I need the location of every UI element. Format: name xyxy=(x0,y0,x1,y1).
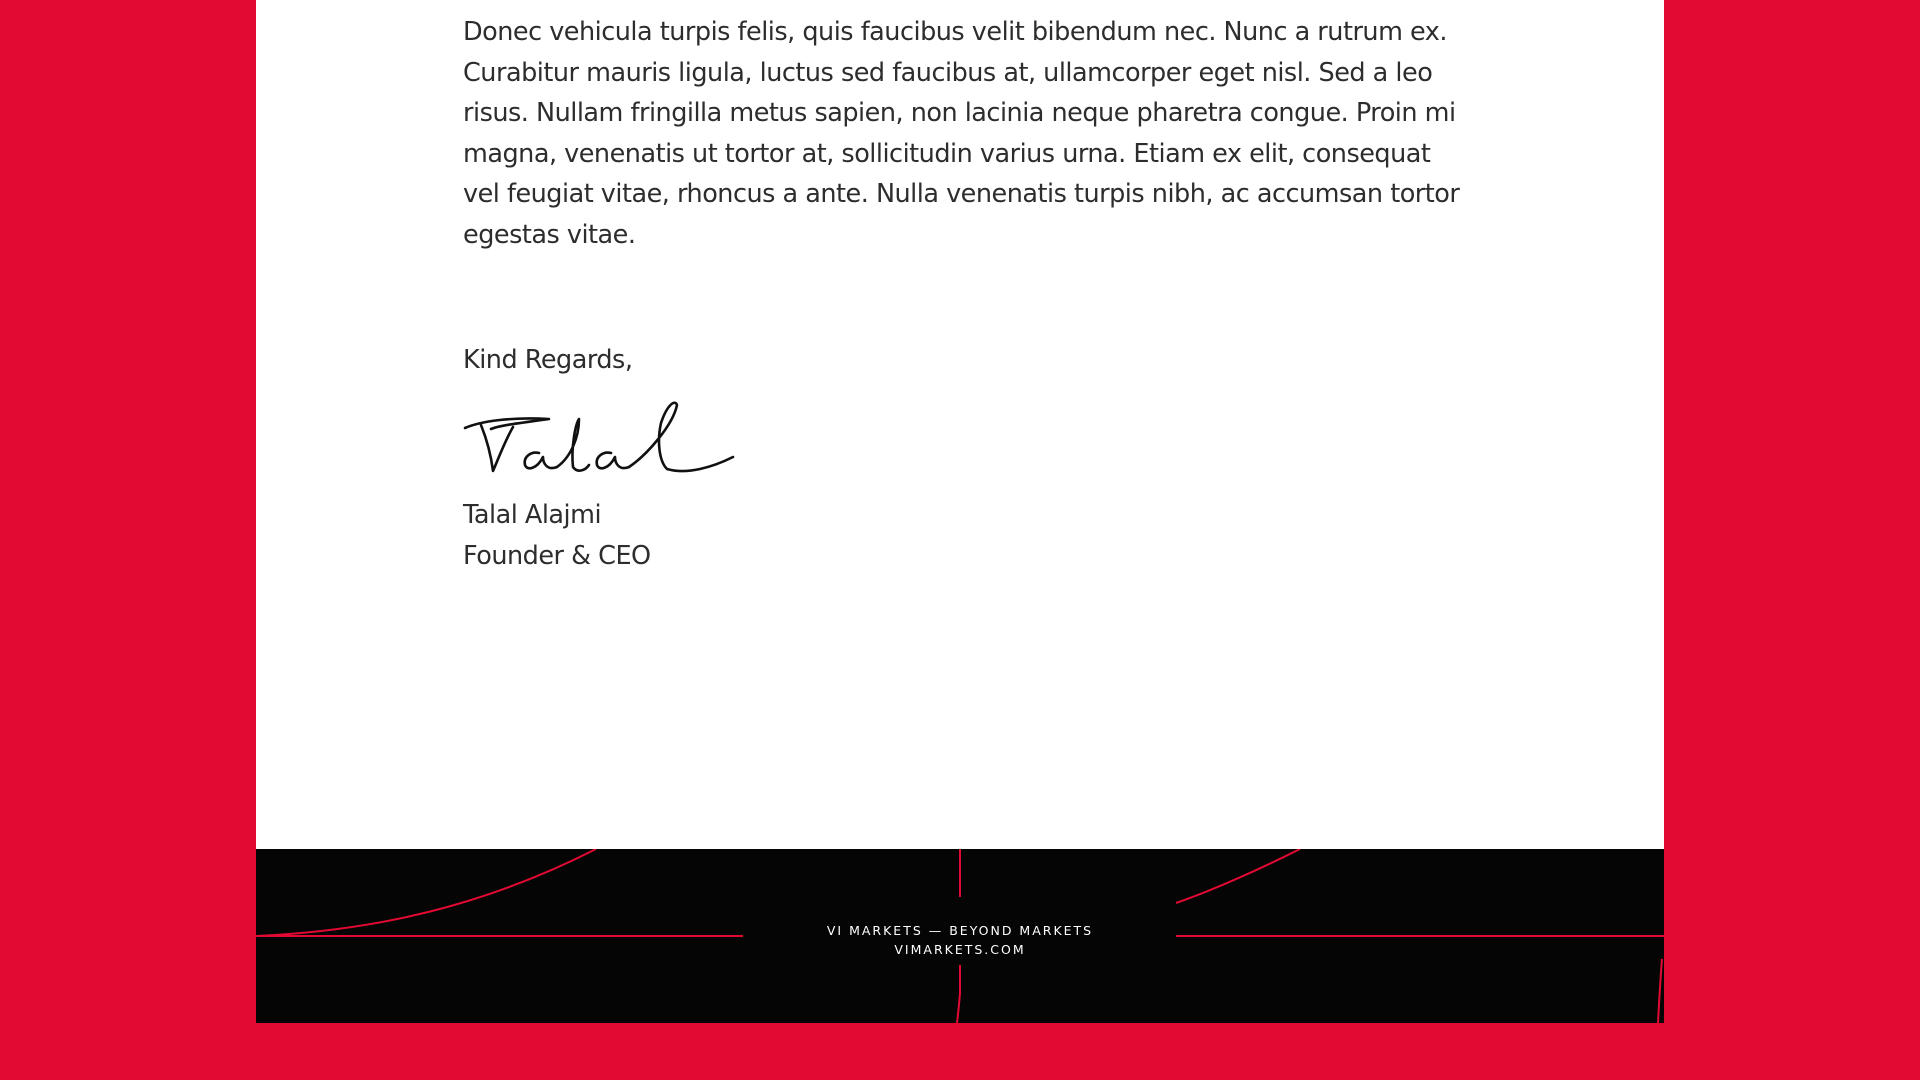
footer-website: VIMARKETS.COM xyxy=(894,942,1026,957)
handwritten-signature xyxy=(461,395,741,475)
letter-closing: Kind Regards, xyxy=(463,345,633,375)
signer-title: Founder & CEO xyxy=(463,540,651,571)
letter-footer xyxy=(256,849,1664,1023)
letter-page xyxy=(256,0,1664,849)
signer-block xyxy=(463,495,651,576)
letter-body-paragraph: Donec vehicula turpis felis, quis faucibus velit bibendum nec. Nunc a rutrum ex. Curabitur mauris ligula, luctus sed faucibus at, ullamcorper eget nisl. Sed a leo risus. Nullam fringilla metus sapien, non lacinia neque pharetra congue. Proin mi magna, venenatis ut tortor at, sollicitudin varius urna. Etiam ex elit, consequat vel feugiat vitae, rhoncus a ante. Nulla venenatis turpis nibh, ac accumsan tortor egestas vitae. xyxy=(463,17,1460,250)
footer-tagline: VI MARKETS — BEYOND MARKETS xyxy=(826,923,1094,938)
signer-name: Talal Alajmi xyxy=(463,500,602,530)
